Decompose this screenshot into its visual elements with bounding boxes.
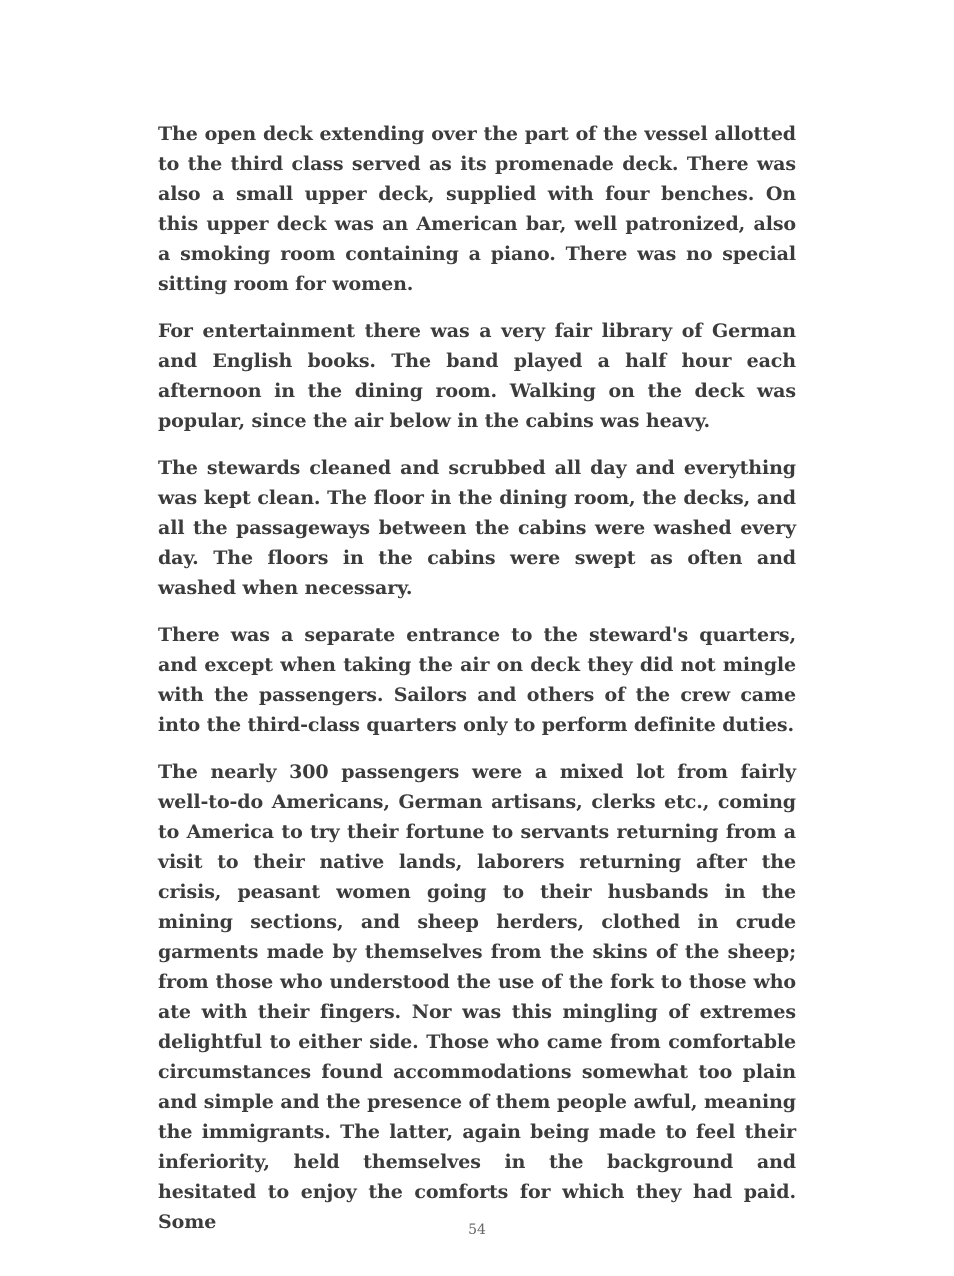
body-text xyxy=(158,119,796,1254)
paragraph-stewards-cleaning: The stewards cleaned and scrubbed all day and everything was kept clean. The floor in the dining room, the decks, and all the passageways between the cabins were washed every day. The floors in the cabins were swept as often and washed when necessary. xyxy=(158,457,796,599)
paragraph-passengers: The nearly 300 passengers were a mixed lot from fairly well-to-do Americans, German artisans, clerks etc., coming to America to try their fortune to servants returning from a visit to their native lands, laborers returning after the crisis, peasant women going to their husbands in the mining sections, and sheep herders, clothed in crude garments made by themselves from the skins of the sheep; from those who understood the use of the fork to those who ate with their fingers. Nor was this mingling of extremes delightful to either side. Those who came from comfortable circumstances found accommodations somewhat too plain and simple and the presence of them people awful, meaning the immigrants. The latter, again being made to feel their inferiority, held themselves in the background and hesitated to enjoy the comforts for which they had paid. Some xyxy=(158,761,796,1233)
page-number: 54 xyxy=(468,1222,486,1238)
paragraph-stewards-quarters: There was a separate entrance to the steward's quarters, and except when taking the air on deck they did not mingle with the passengers. Sailors and others of the crew came into the third-class quarters only to perform definite duties. xyxy=(158,624,796,736)
paragraph-entertainment: For entertainment there was a very fair library of German and English books. The band played a half hour each afternoon in the dining room. Walking on the deck was popular, since the air below in the cabins was heavy. xyxy=(158,320,796,432)
paragraph-promenade-deck: The open deck extending over the part of the vessel allotted to the third class served as its promenade deck. There was also a small upper deck, supplied with four benches. On this upper deck was an American bar, well patronized, also a smoking room containing a piano. There was no special sitting room for women. xyxy=(158,123,796,295)
